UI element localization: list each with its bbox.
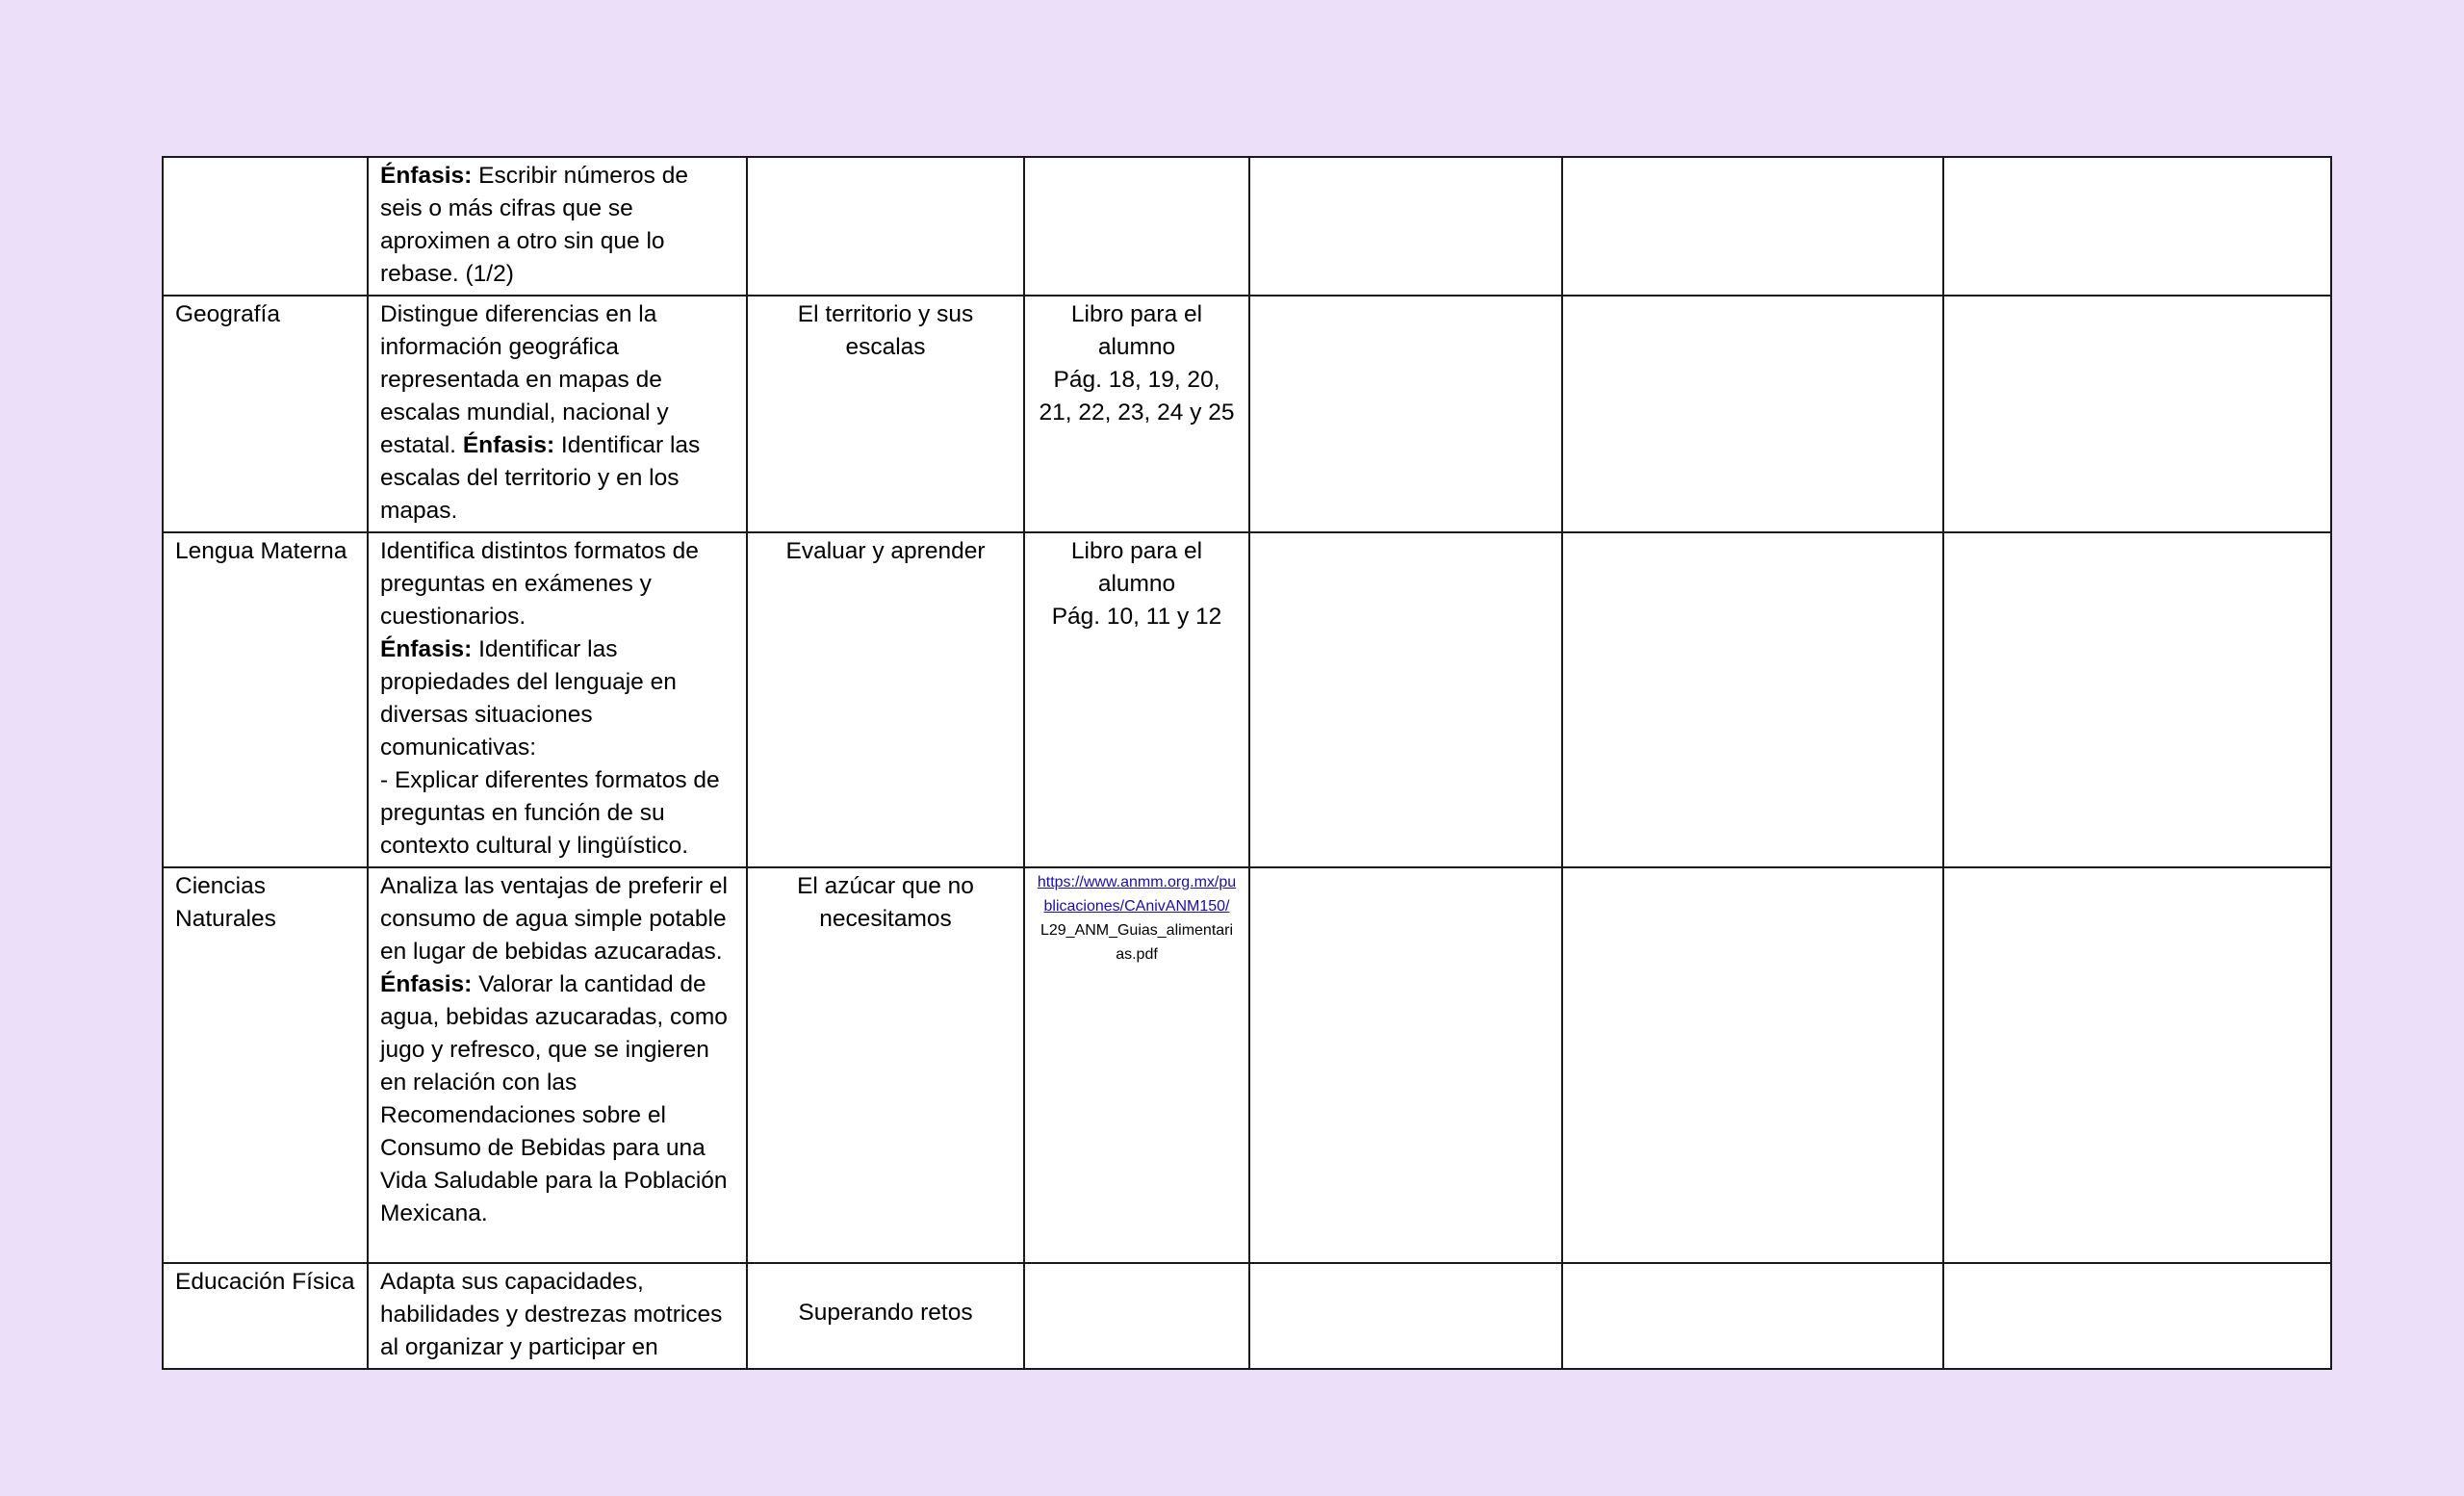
aprendizaje-cell: [368, 867, 747, 1263]
empty-cell: [1943, 157, 2331, 296]
empty-cell: [1562, 296, 1943, 532]
empty-cell: [1943, 867, 2331, 1263]
recursos-line: Libro para el alumno: [1070, 301, 1203, 360]
emphasis-text: Identificar las propiedades del lenguaje en diversas situaciones comunicativas:: [380, 636, 677, 761]
recursos-cell: [1024, 532, 1249, 867]
empty-cell: [1249, 1263, 1562, 1369]
aprendizaje-text: Identifica distintos formatos de preguntas en exámenes y cuestionarios.: [380, 538, 699, 630]
recursos-cell: [1024, 1263, 1249, 1369]
recursos-cell: [1024, 296, 1249, 532]
table-row: [163, 296, 2331, 532]
empty-cell: [1562, 867, 1943, 1263]
empty-cell: [1249, 867, 1562, 1263]
emphasis-label: Énfasis:: [380, 636, 473, 662]
aprendizaje-text: Adapta sus capacidades, habilidades y destrezas motrices al organizar y participar en: [380, 1269, 723, 1360]
aprendizaje-extra: - Explicar diferentes formatos de preguntas en función de su contexto cultural y lingüístico.: [380, 767, 720, 859]
empty-cell: [1943, 532, 2331, 867]
recursos-cell: [1024, 867, 1249, 1263]
resource-link[interactable]: https://www.anmm.org.mx/publicaciones/CAnivANM150/: [1037, 874, 1237, 915]
programa-cell: El territorio y sus escalas: [747, 296, 1024, 532]
aprendizaje-cell: [368, 296, 747, 532]
recursos-pages: Pág. 18, 19, 20, 21, 22, 23, 24 y 25: [1039, 367, 1235, 426]
aprendizaje-cell: [368, 1263, 747, 1369]
emphasis-label: Énfasis:: [462, 432, 555, 458]
emphasis-paragraph: [380, 968, 734, 1230]
table-row: [163, 1263, 2331, 1369]
programa-cell: El azúcar que no necesitamos: [747, 867, 1024, 1263]
empty-cell: [1249, 532, 1562, 867]
table-row: [163, 157, 2331, 296]
empty-cell: [1943, 296, 2331, 532]
recursos-pages: Pág. 10, 11 y 12: [1051, 604, 1222, 630]
recursos-line: Libro para el alumno: [1070, 538, 1203, 597]
aprendizaje-text: Analiza las ventajas de preferir el consumo de agua simple potable en lugar de bebidas azucaradas.: [380, 873, 728, 965]
subject-cell: [163, 157, 368, 296]
programa-cell: Superando retos: [747, 1263, 1024, 1369]
programa-cell: [747, 157, 1024, 296]
empty-cell: [1562, 1263, 1943, 1369]
lesson-plan-table: [162, 156, 2332, 1370]
empty-cell: [1249, 157, 1562, 296]
emphasis-text: Identificar las escalas del territorio y en los mapas.: [380, 432, 701, 524]
table-row: [163, 867, 2331, 1263]
recursos-cell: [1024, 157, 1249, 296]
programa-cell: Evaluar y aprender: [747, 532, 1024, 867]
subject-cell: Geografía: [163, 296, 368, 532]
emphasis-label: Énfasis:: [380, 163, 473, 189]
empty-cell: [1562, 532, 1943, 867]
emphasis-label: Énfasis:: [380, 971, 473, 997]
aprendizaje-text: Distingue diferencias en la información geográfica representada en mapas de escalas mundial, nacional y estatal.: [380, 301, 669, 458]
subject-cell: Ciencias Naturales: [163, 867, 368, 1263]
subject-cell: Educación Física: [163, 1263, 368, 1369]
aprendizaje-cell: [368, 157, 747, 296]
emphasis-text: Escribir números de seis o más cifras que se aproximen a otro sin que lo rebase. (1/2): [380, 163, 688, 287]
aprendizaje-cell: [368, 532, 747, 867]
empty-cell: [1249, 296, 1562, 532]
empty-cell: [1562, 157, 1943, 296]
emphasis-paragraph: [380, 633, 734, 764]
table-row: [163, 532, 2331, 867]
resource-file: L29_ANM_Guias_alimentarias.pdf: [1040, 922, 1234, 963]
emphasis-text: Valorar la cantidad de agua, bebidas azucaradas, como jugo y refresco, que se ingieren en relación con las Recomendaciones sobre el Consumo de Bebidas para una Vida Saludable para la Población Mexicana.: [380, 971, 728, 1226]
subject-cell: Lengua Materna: [163, 532, 368, 867]
recursos-link-block: [1037, 870, 1237, 967]
empty-cell: [1943, 1263, 2331, 1369]
